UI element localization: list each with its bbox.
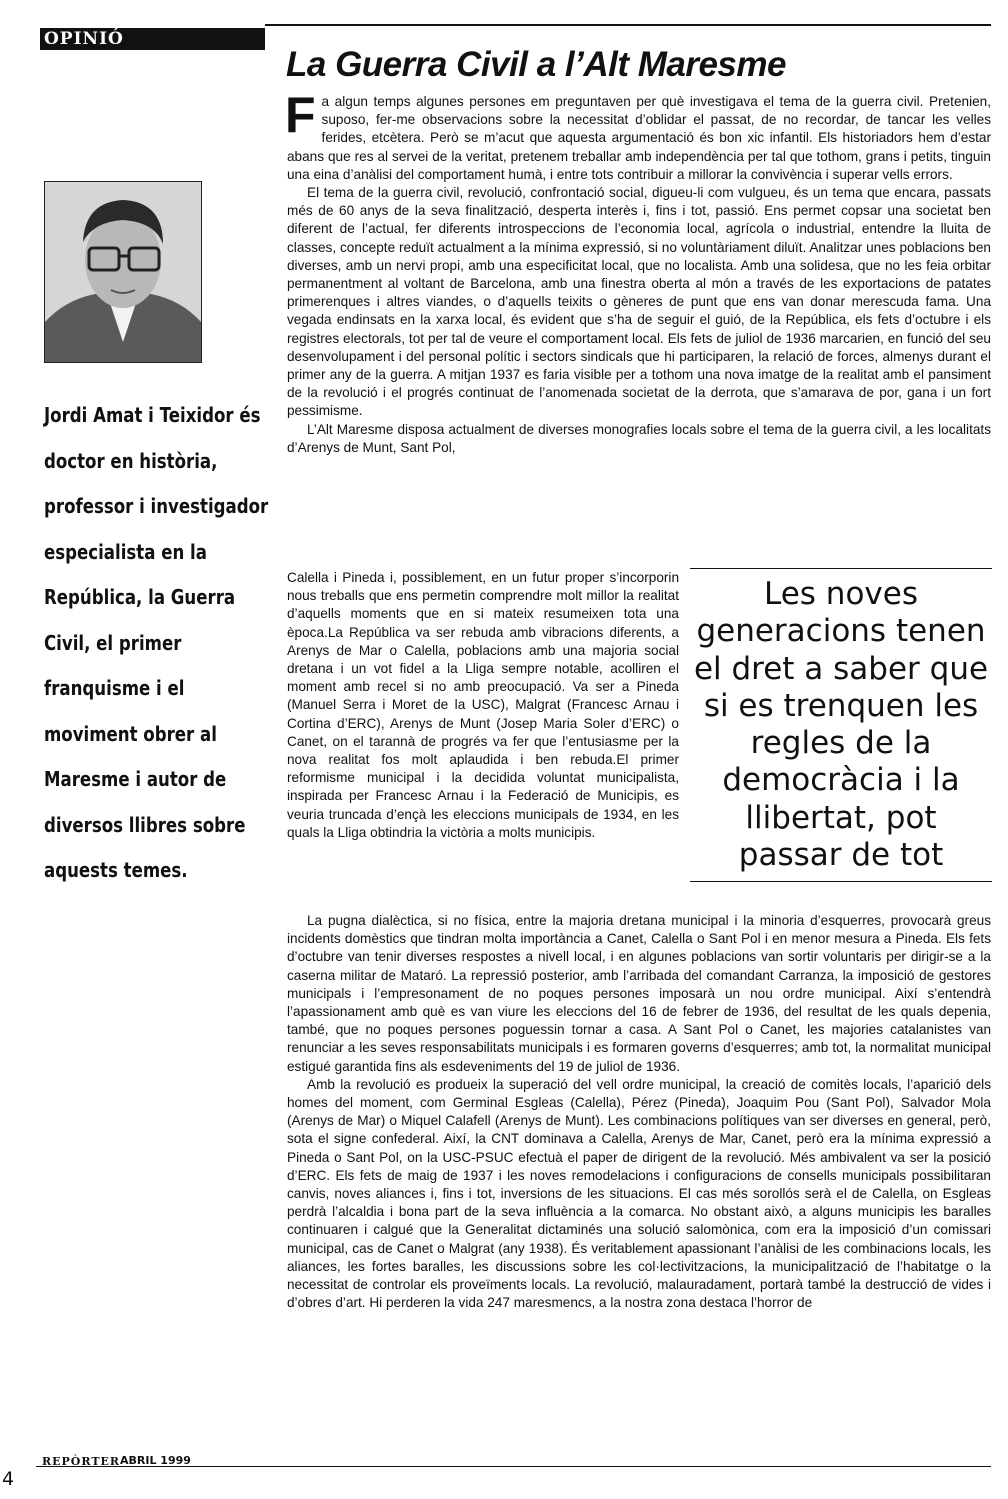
paragraph-1: Fa algun temps algunes persones em preguntaven per què investigava el tema de la guerra civil. Pretenien, suposo, fer-me observacions sobre la necessitat d’oblidar el passat, de no recordar, de tancar les velles ferides, etcètera. Però se m’acut que aquesta argumentació és bon xic infantil. Els historiadors hem d’estar abans que res al servei de la veritat, pretenem treballar amb independència per tal que tothom, grans i petits, tinguin una eina d’anàlisi del comportament humà, i entre tots contribuir a millorar la convivència i superar vells errors. [285,87,991,182]
paragraph-5: Amb la revolució es produeix la superació del vell ordre municipal, la creació de comitès locals, l’aparició dels homes del moment, com Germinal Esgleas (Calella), Pérez (Pineda), Joaquim Pou (Sant Pol), Salvador Mola (Arenys de Mar) o Miquel Calafell (Arenys de Munt). Les combinacions polítiques van ser diverses en general, però, sota el signe confederal. Així, la CNT dominava a Calella, Arenys de Mar, Canet, però era la mínima expressió a Pineda o Sant Pol, on la USC-PSUC efectuà el paper de dirigent de la revolució. Més ambivalent va ser la posició d’ERC. Els fets de maig de 1937 i les noves remodelacions i configuracions de consells municipals possibilitaran canvis, noves aliances i, fins i tot, inversions de les situacions. El cas més sorollós serà el de Calella, on Esgleas perdrà l’alcaldia i bona part de la seva influència a la comarca. No obstant això, a alguns municipis les baralles continuaren i calgué que la Generalitat dictaminés una solució salomònica, com era la imposició d’un comissari municipal, cas de Canet o Malgrat (any 1938). És veritablement apassionant l’anàlisi de les combinacions locals, les aliances, les fortes baralles, les discussions sobre les col·lectivitzacions, la municipalització de l’habitatge o la necessitat de controlar els proveïments locals. La revolució, malauradament, portarà també la destrucció de vides i d’obres d’art. Hi perderen la vida 247 maresmencs, a la nostra zona destaca l’horror de [287,1076,991,1311]
article-body-column [287,569,679,842]
header-rule [265,24,991,26]
paragraph-3-start: L’Alt Maresme disposa actualment de diverses monografies locals sobre el tema de la guerra civil, a les localitats d’Arenys de Munt, Sant Pol, [287,421,991,455]
page-number: 4 [2,1468,15,1490]
article-title: La Guerra Civil a l’Alt Maresme [286,45,786,84]
paragraph-2: El tema de la guerra civil, revolució, confrontació social, digueu-li com vulgueu, és un tema que encara, passats més de 60 anys de la seva finalització, desperta interès i, fins i tot, passió. Ens permet copsar una societat ben diferent de l’actual, fer diferents introspeccions de l’economia local, agrícola o industrial, entendre la lluita de classes, concepte reduït actualment a la mínima expressió, si no voluntàriament diluït. Analitzar unes poblacions ben diverses, amb un nervi propi, amb una especificitat local, que no localista. Amb una solidesa, que no les feia orbitar permanentment al voltant de Barcelona, amb una finestra oberta al món a través de les exportacions de patates primerenques i altres viandes, o d’aquells teixits o gèneres de punt que ens van donar merescuda fama. Una vegada endinsats en la xarxa local, és evident que s’ha de seguir el guió, de la República, els fets d’octubre i els registres electorals, tot per tal de veure el comportament local. Els fets de juliol de 1936 marcarien, en funció del seu desenvolupament i del personal polític i sectors sindicals que hi participaren, la relació de forces, almenys durant el primer any de la guerra. A mitjan 1937 es faria visible per a tothom una nova imatge de la realitat amb el pansiment de la revolució i el progrés continuat de l’anomenada societat de la derrota, que s’amarava de por, gana i un fort pessimisme. [287,185,991,419]
magazine-logo: REPÒRTER [42,1455,121,1468]
author-portrait-icon [45,182,201,362]
author-photo [44,181,202,363]
pullquote-bottom-rule [690,881,992,882]
author-bio: Jordi Amat i Teixidor és doctor en història, professor i investigador especialista en la República, la Guerra Civil, el primer franquisme i el moviment obrer al Maresme i autor de diversos llibres sobre aquests temes. [44,403,269,882]
paragraph-3-column: Calella i Pineda i, possiblement, en un futur proper s’incorporin nous treballs que ens permetin comprendre molt millor la realitat d’aquells moments que en si mateix resumeixen tota una època.La República va ser rebuda amb vibracions diferents, a Arenys de Mar o Calella, poblacions amb una majoria social dretana i un vot fidel a la Lliga sempre notable, acolliren el moment amb recel si no amb preocupació. Va ser a Pineda (Manuel Serra i Moret de la USC), Malgrat (Francesc Arnau i Cortina d’ERC), Arenys de Munt (Josep Maria Soler d’ERC) o Canet, on el tarannà de progrés va fer que l’entusiasme per la nova realitat fos molt aplaudida i ben rebuda.El primer reformisme municipal i la decidida voluntat municipalista, inspirada per Francesc Arnau i la Federació de Municipis, es veuria truncada d’ençà les eleccions municipals de 1934, en les quals la Lliga obtindria la victòria a molts municipis. [287,570,679,840]
article-body-bottom [287,912,991,1312]
article-body-top [285,87,991,457]
section-label: OPINIÓ [44,29,124,49]
drop-cap: F [285,87,316,143]
issue-date: ABRIL 1999 [120,1454,191,1467]
pullquote: Les noves generacions tenen el dret a saber que si es trenquen les regles de la democràcia i la llibertat, pot passar de tot [693,576,989,874]
pullquote-top-rule [690,568,992,569]
paragraph-4: La pugna dialèctica, si no física, entre la majoria dretana municipal i la minoria d’esquerres, provocarà greus incidents domèstics que tindran molta importància a Canet, Calella o Sant Pol i en menor mesura a Pineda. Els fets d’octubre van tenir diverses respostes a nivell local, i en algunes poblacions van sortir voluntaris per dirigir-se a la caserna militar de Mataró. La repressió posterior, amb l’arribada del comandant Carranza, la imposició de gestores municipals i l’empresonament de no poques persones imposarà un nou ordre municipal. Així s’entendrà l’apassionament amb què es van viure les eleccions del 16 de febrer de 1936, del resultat de les quals depenia, també, que no poques persones poguessin tornar a casa. A Sant Pol o Canet, les majories catalanistes van renunciar a les seves responsabilitats municipals i es formaren governs d’esquerres; amb tot, la normalitat municipal estigué garantida fins als esdeveniments del 19 de juliol de 1936. [287,913,991,1074]
